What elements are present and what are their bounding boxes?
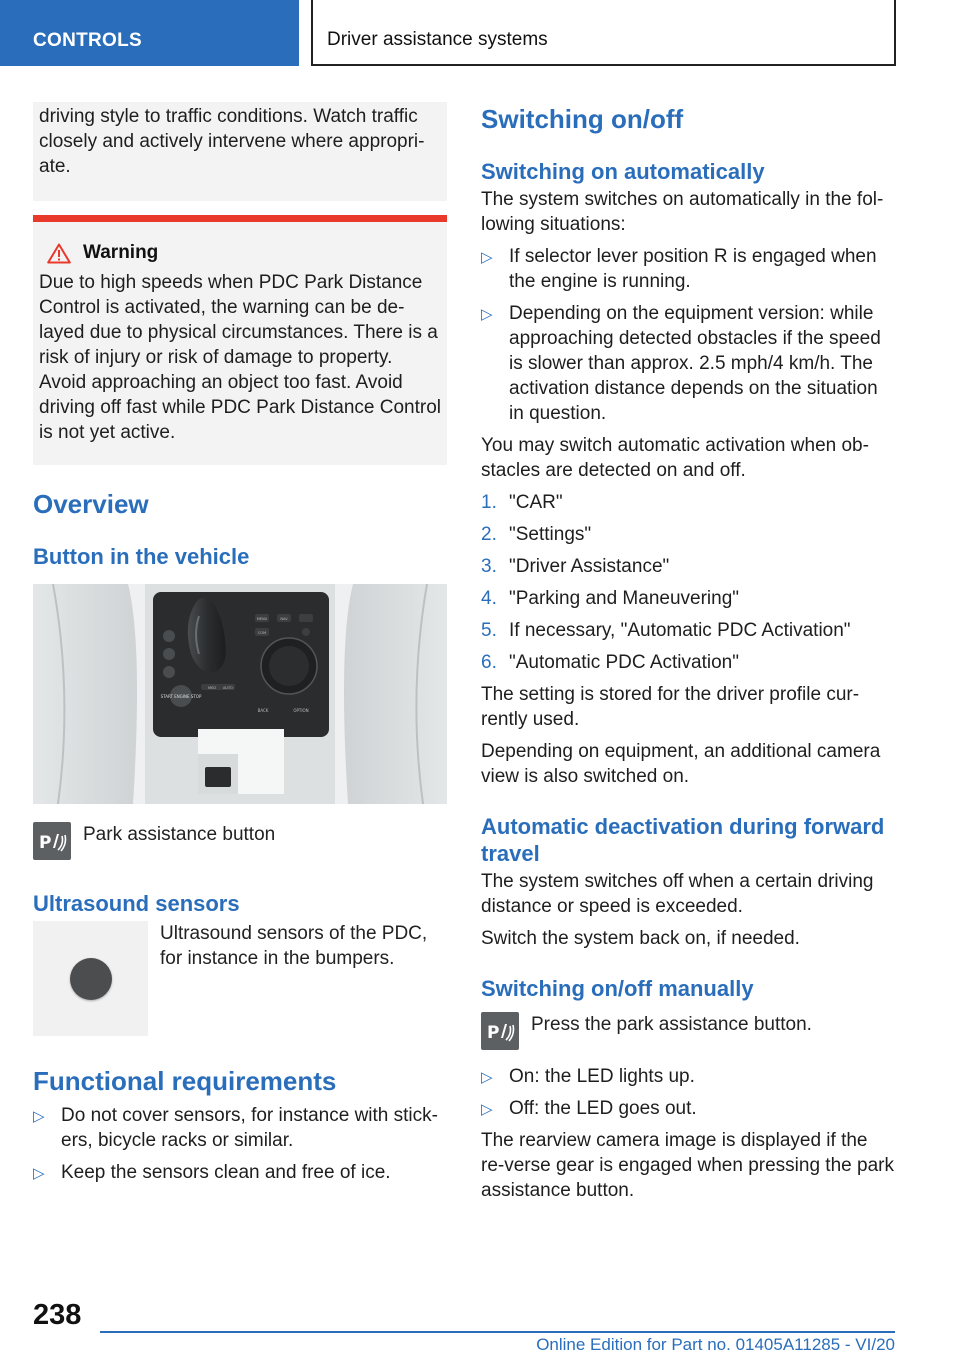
- list-item: ▷ Depending on the equipment version: while approaching detected obstacles if the speed is slower than approx. 2.5 mph/4 km/h. The activation distance depends on the situation in question.: [481, 303, 881, 424]
- triangle-bullet-icon: ▷: [33, 1165, 45, 1182]
- step-item: 5. If necessary, "Automatic PDC Activation": [481, 620, 851, 641]
- park-button-row: [33, 822, 447, 860]
- com-label: COM: [257, 631, 267, 635]
- auto-deact-heading: Automatic deactivation during forward travel: [481, 814, 885, 866]
- switch-back-text: Switch the system back on, if needed.: [481, 928, 800, 949]
- park-assist-icon: [481, 1012, 519, 1050]
- nav-label: NAV: [280, 617, 288, 621]
- intro-text: driving style to traffic conditions. Watch traffic closely and actively intervene where appropri‐ate.: [39, 106, 425, 177]
- park-assist-icon: [33, 822, 71, 860]
- park-button-label: Park assistance button: [83, 824, 276, 845]
- functional-heading: Functional requirements: [33, 1066, 337, 1096]
- step-item: 4. "Parking and Maneuvering": [481, 588, 740, 609]
- warning-text: Due to high speeds when PDC Park Distance Control is activated, the warning can be de‐layed due to physical circumstances. There is a risk of injury or risk of damage to property. Avoid approaching an object too fast. Avoid driving off fast while PDC Park Distance Control is not yet active.: [39, 272, 441, 443]
- start-stop-label: START ENGINE STOP: [160, 694, 202, 699]
- manual-text: Press the park assistance button.: [531, 1014, 812, 1035]
- back-label: BACK: [257, 708, 269, 713]
- step-item: 3. "Driver Assistance": [481, 556, 670, 577]
- right-column: [481, 102, 895, 1203]
- med-label: MED: [208, 686, 216, 690]
- svg-text:P: P: [39, 833, 52, 853]
- list-item: ▷ Do not cover sensors, for instance with stick‐ers, bicycle racks or similar.: [33, 1105, 438, 1151]
- edition-text: Online Edition for Part no. 01405A11285 - VI/20: [536, 1335, 895, 1354]
- settings-steps: [481, 490, 895, 675]
- section-tab[interactable]: CONTROLS: [0, 0, 299, 66]
- option-label: OPTION: [293, 708, 309, 713]
- warning-box: [33, 215, 447, 465]
- footer-divider: [100, 1331, 895, 1333]
- step-item: 1. "CAR": [481, 492, 563, 513]
- auto-on-heading: Switching on automatically: [481, 159, 765, 184]
- manual-list: [481, 1064, 895, 1121]
- center-console-illustration: [33, 584, 447, 804]
- auto-label: AUTO: [223, 686, 233, 690]
- left-column: [33, 102, 447, 1185]
- triangle-bullet-icon: ▷: [481, 249, 493, 266]
- stored-text: The setting is stored for the driver profile cur‐rently used.: [481, 684, 860, 730]
- page-number: 238: [33, 1299, 82, 1331]
- functional-list: [33, 1103, 447, 1185]
- camera-text: Depending on equipment, an additional camera view is also switched on.: [481, 741, 881, 787]
- auto-on-text: The system switches on automatically in the fol‐lowing situations:: [481, 189, 884, 235]
- page-header: [0, 0, 960, 66]
- step-item: 6. "Automatic PDC Activation": [481, 652, 739, 673]
- auto-deact-text: The system switches off when a certain driving distance or speed is exceeded.: [481, 871, 874, 917]
- triangle-bullet-icon: ▷: [33, 1108, 45, 1125]
- list-item: ▷ Off: the LED goes out.: [481, 1096, 895, 1121]
- menu-label: MENU: [256, 617, 268, 621]
- ultrasound-block: [33, 921, 447, 1036]
- auto-on-list: [481, 244, 895, 426]
- button-heading: Button in the vehicle: [33, 544, 250, 569]
- center-console-photo: [33, 584, 447, 804]
- triangle-bullet-icon: ▷: [481, 1069, 493, 1086]
- ultrasound-text: Ultrasound sensors of the PDC, for instance in the bumpers.: [160, 923, 428, 969]
- manual-row: [481, 1012, 895, 1050]
- triangle-bullet-icon: ▷: [481, 1101, 493, 1118]
- triangle-bullet-icon: ▷: [481, 306, 493, 323]
- svg-text:P: P: [487, 1023, 500, 1043]
- warning-title: Warning: [83, 242, 159, 263]
- list-item: ▷ If selector lever position R is engaged when the engine is running.: [481, 246, 877, 292]
- ultrasound-heading: Ultrasound sensors: [33, 891, 240, 916]
- switch-text: You may switch automatic activation when ob‐stacles are detected on and off.: [481, 435, 869, 481]
- warning-header: [39, 242, 441, 264]
- manual-heading: Switching on/off manually: [481, 976, 754, 1001]
- step-item: 2. "Settings": [481, 524, 592, 545]
- list-item: ▷ On: the LED lights up.: [481, 1064, 895, 1089]
- chapter-title: Driver assistance systems: [311, 0, 896, 66]
- sensor-icon: [70, 958, 112, 1000]
- rearview-text: The rearview camera image is displayed if the re‐verse gear is engaged when pressing the park assistance button.: [481, 1130, 894, 1201]
- list-item: ▷ Keep the sensors clean and free of ice.: [33, 1160, 447, 1185]
- overview-heading: Overview: [33, 489, 149, 519]
- warning-triangle-icon: [47, 243, 71, 264]
- intro-note: [33, 102, 447, 201]
- sensor-image: [33, 921, 148, 1036]
- switching-heading: Switching on/off: [481, 104, 684, 134]
